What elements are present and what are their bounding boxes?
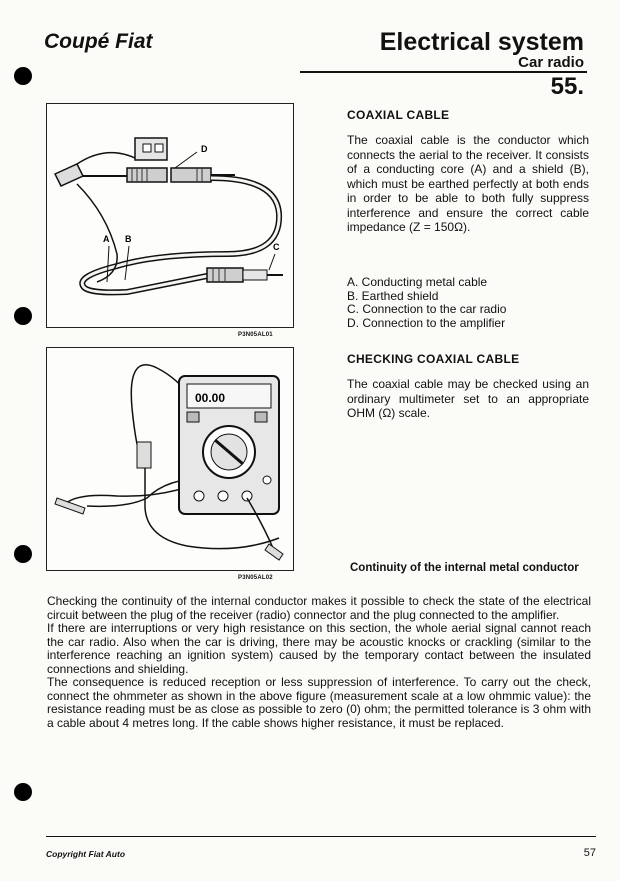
legend-item: B. Earthed shield [347,288,439,303]
coaxial-legend [347,276,589,330]
brand-title: Coupé Fiat [44,30,153,53]
header-rule [300,71,587,73]
body-paragraph: Checking the continuity of the internal conductor makes it possible to check the state of the electrical circuit between the plug of the receiver (radio) connector and the plug connected to the amplifier. [47,594,591,622]
coaxial-cable-figure [46,103,294,328]
coaxial-cable-heading: COAXIAL CABLE [347,108,450,122]
label-b: B [125,234,132,244]
checking-heading: CHECKING COAXIAL CABLE [347,352,520,366]
meter-display: 00.00 [195,391,226,405]
multimeter-illustration [47,348,293,570]
section-number: 55. [550,73,584,100]
label-d: D [201,144,208,154]
binder-hole [14,545,32,563]
continuity-body [47,595,591,730]
body-paragraph: The consequence is reduced reception or less suppression of interference. To carry out the check, connect the ohmmeter as shown in the above figure (measurement scale at a low ohmmic value): the resistance reading must be as close as possible to zero (0) ohm; the permitted tolerance is 3 ohm with a cable about 4 metres long. If the cable shows higher resistance, it must be replaced. [47,675,591,730]
section-title: Electrical system [379,28,584,56]
legend-item: A. Conducting metal cable [347,275,488,289]
checking-description: The coaxial cable may be checked using an ordinary multimeter set to an appropriate OHM (Ω) scale. [347,377,589,420]
multimeter-figure [46,347,294,571]
legend-item: C. Connection to the car radio [347,302,507,316]
copyright: Copyright Fiat Auto [46,849,126,859]
binder-hole [14,783,32,801]
coaxial-cable-illustration [47,104,293,327]
legend-item: D. Connection to the amplifier [347,315,506,330]
figure2-caption: P3N05AL02 [238,575,273,581]
label-c: C [273,242,280,252]
binder-hole [14,307,32,325]
footer-rule [46,836,596,837]
subsection-title: Car radio [518,54,584,71]
page-number: 57 [583,847,596,859]
figure1-caption: P3N05AL01 [238,332,273,338]
coaxial-cable-description: The coaxial cable is the conductor which connects the aerial to the receiver. It consists of a conducting core (A) and a shield (B), which must be earthed perfectly at both ends in order to be able to both fully suppress interference and ensure the correct cable impedance (Z = 150Ω). [347,133,589,234]
label-a: A [103,234,110,244]
body-paragraph: If there are interruptions or very high resistance on this section, the whole aerial signal cannot reach the car radio. Also when the car is driving, there may be acoustic knocks or crackling (similar to the interference reaching an ignition system) caused by the temporary contact between the insulated connections and shielding. [47,621,591,676]
binder-hole [14,67,32,85]
continuity-heading: Continuity of the internal metal conductor [350,562,579,574]
